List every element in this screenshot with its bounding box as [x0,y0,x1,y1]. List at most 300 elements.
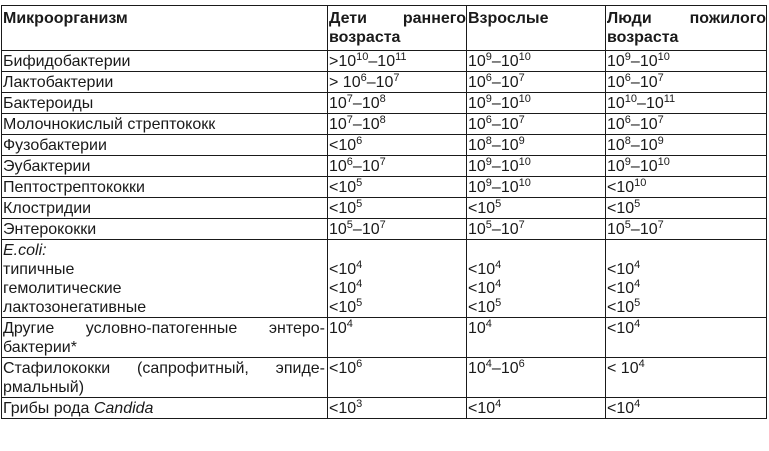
cell-elderly [606,398,767,419]
value-exponent: 7 [657,72,664,84]
value-exponent: 6 [356,135,363,147]
cell-adults [467,93,606,114]
value-base: 10 [639,137,658,154]
value-exponent: 7 [518,219,525,231]
value-exponent: 10 [518,156,531,168]
value-base: 10 [639,221,658,238]
cell-microorganism: Лактобактерии [2,72,328,93]
table-row [2,51,767,72]
value-exponent: 10 [624,93,638,105]
value-exponent: 7 [518,72,525,84]
value-exponent: 6 [360,72,367,84]
ecoli-subtype: лактозонегативные [3,299,147,316]
value-prefix: < [468,280,478,297]
value-adults [468,53,531,70]
value-base: 10 [616,299,635,316]
value-prefix: < [329,261,339,278]
value-adults [468,179,531,196]
value-base: 10 [338,53,357,70]
value-children [329,320,353,337]
header-children: Дети раннего возраста [328,6,467,51]
value-exponent: 10 [634,177,647,189]
value-exponent: 7 [346,93,353,105]
ecoli-value-line [468,279,605,298]
table-row [2,398,767,419]
value-exponent: 10 [518,51,531,63]
value-exponent: 10 [518,93,531,105]
ecoli-value-line [607,260,766,279]
value-base: 10 [477,299,496,316]
cell-elderly [606,358,767,398]
spacer [468,241,605,260]
value-prefix: < [468,400,478,417]
value-base: 10 [500,53,519,70]
cell-children [328,93,467,114]
value-exponent: 11 [663,93,676,105]
value-base: 10 [607,95,625,112]
value-exponent: 5 [356,297,363,309]
value-prefix: < [329,299,339,316]
value-base: 10 [361,116,380,133]
cell-microorganism: Фузобактерии [2,135,328,156]
value-base: 10 [329,158,347,175]
value-exponent: 4 [356,278,363,290]
cell-elderly [606,177,767,198]
value-children [329,95,386,112]
header-adults: Взрослые [467,6,606,51]
cell-children [328,114,467,135]
value-children [329,200,362,217]
cell-adults [467,114,606,135]
value [607,299,640,316]
ecoli-title: E.coli: [3,242,47,259]
value-base: 10 [342,74,361,91]
value-prefix: < [607,320,617,337]
value-separator: – [630,221,640,238]
value [468,280,501,297]
value-base: 10 [468,221,486,238]
value-exponent: 9 [485,177,492,189]
table-row [2,156,767,177]
value-separator: – [491,74,501,91]
value-elderly [607,200,640,217]
value-prefix: < [329,400,339,417]
cell-children [328,198,467,219]
value-separator: – [630,158,640,175]
value-base: 10 [607,74,625,91]
value-separator: – [352,116,362,133]
value-base: 10 [607,116,625,133]
value-elderly [607,400,640,417]
value-exponent: 11 [395,51,407,63]
value-base: 10 [616,200,635,217]
table-row [2,318,767,358]
header-elderly: Люди пожилого возраста [606,6,767,51]
value-elderly [607,320,640,337]
table-body [2,51,767,419]
value-base: 10 [500,137,519,154]
cell-microorganism: Другие условно-патогенные энтеробактерии* [2,318,328,358]
cell-adults [467,177,606,198]
table-row [2,72,767,93]
cell-elderly [606,51,767,72]
value-exponent: 6 [356,358,363,370]
value-separator: – [368,53,378,70]
value-base: 10 [329,221,347,238]
value-base: 10 [500,179,519,196]
cell-microorganism: Эубактерии [2,156,328,177]
value-exponent: 7 [657,114,664,126]
cell-adults [467,51,606,72]
value-children [329,158,386,175]
value-separator: – [366,74,376,91]
value-base: 10 [329,320,347,337]
value-prefix: < [329,200,339,217]
cell-children [328,318,467,358]
value-prefix: < [607,299,617,316]
value-base: 10 [639,158,658,175]
value-prefix: < [468,200,478,217]
cell-adults [467,72,606,93]
value-base: 10 [468,95,486,112]
value-base: 10 [500,74,519,91]
value-base: 10 [477,280,496,297]
value-children [329,116,386,133]
value-elderly [607,95,675,112]
cell-microorganism: Стафилококки (сапрофитный, эпидермальный) [2,358,328,398]
value-exponent: 6 [518,358,525,370]
cell-children [328,398,467,419]
value-exponent: 10 [657,156,670,168]
value-exponent: 4 [485,358,492,370]
value-exponent: 9 [485,156,492,168]
value-children [329,74,400,91]
value-exponent: 4 [638,358,645,370]
value-base: 10 [468,74,486,91]
value-exponent: 7 [518,114,525,126]
value-prefix: < [607,280,617,297]
value-exponent: 9 [624,156,631,168]
value-prefix: > [329,53,339,70]
value-exponent: 9 [657,135,664,147]
cell-adults [467,135,606,156]
cell-elderly [606,135,767,156]
table-row [2,93,767,114]
cell-children [328,358,467,398]
ecoli-value-line [607,279,766,298]
value-exponent: 6 [485,114,492,126]
value-exponent: 9 [518,135,525,147]
value-exponent: 9 [485,51,492,63]
cell-elderly [606,72,767,93]
value-adults [468,95,531,112]
value-exponent: 7 [379,219,386,231]
value-exponent: 7 [657,219,664,231]
value-exponent: 4 [634,259,641,271]
value-elderly [607,53,670,70]
cell-elderly [606,240,767,318]
cell-children [328,177,467,198]
cell-adults [467,358,606,398]
value-exponent: 6 [624,114,631,126]
table-row-ecoli [2,240,767,318]
value-children [329,400,362,417]
cell-adults [467,219,606,240]
value-separator: – [352,221,362,238]
cell-children [328,240,467,318]
ecoli-value-line [329,298,466,317]
value-base: 10 [468,320,486,337]
value-exponent: 6 [624,72,631,84]
value-prefix: < [468,261,478,278]
cell-microorganism [2,398,328,419]
value-exponent: 4 [634,318,641,330]
value-separator: – [637,95,646,112]
value-exponent: 8 [379,93,386,105]
value [468,261,501,278]
value-base: 10 [500,221,519,238]
value-base: 10 [338,360,357,377]
value-exponent: 5 [634,297,641,309]
value-elderly [607,158,670,175]
value-base: 10 [616,261,635,278]
value-prefix: < [607,179,617,196]
value-exponent: 10 [356,51,369,63]
value-exponent: 5 [485,219,492,231]
cell-microorganism: Бифидобактерии [2,51,328,72]
value-adults [468,221,525,238]
table-row [2,198,767,219]
value-prefix: < [329,179,339,196]
value [607,261,640,278]
ecoli-value-line [468,260,605,279]
cell-elderly [606,93,767,114]
value-adults [468,400,501,417]
cell-microorganism: Энтерококки [2,219,328,240]
value-prefix: < [607,200,617,217]
ecoli-value-line [468,298,605,317]
value-exponent: 3 [356,398,363,410]
value-separator: – [491,53,501,70]
value-exponent: 10 [657,51,670,63]
value-exponent: 5 [346,219,353,231]
value-exponent: 5 [624,219,631,231]
value-separator: – [491,179,501,196]
value-separator: – [491,137,501,154]
cell-children [328,51,467,72]
value-base: 10 [500,360,519,377]
value-exponent: 4 [356,259,363,271]
value-base: 10 [361,221,380,238]
value-base: 10 [639,53,658,70]
value-exponent: 8 [379,114,386,126]
value-exponent: 5 [495,198,502,210]
value-exponent: 4 [495,398,502,410]
value-exponent: 10 [518,177,531,189]
value-base: 10 [468,179,486,196]
value-elderly [607,179,646,196]
value-base: 10 [616,179,635,196]
value-base: 10 [607,221,625,238]
value-base: 10 [361,95,380,112]
ecoli-value-line [607,298,766,317]
value-exponent: 4 [346,318,353,330]
value [607,280,640,297]
cell-elderly [606,156,767,177]
cell-children [328,219,467,240]
value-exponent: 7 [346,114,353,126]
value-exponent: 9 [485,93,492,105]
cell-elderly [606,198,767,219]
value-prefix: < [329,280,339,297]
value-prefix: < [607,400,617,417]
cell-microorganism: Бактероиды [2,93,328,114]
value-prefix: < [468,299,478,316]
value-adults [468,158,531,175]
value-separator: – [352,95,362,112]
value-exponent: 6 [485,72,492,84]
value-base: 10 [338,261,357,278]
cell-adults [467,318,606,358]
value-elderly [607,116,664,133]
ecoli-subtype: типичные [3,261,75,278]
value-adults [468,320,492,337]
value-base: 10 [616,320,635,337]
value-base: 10 [468,116,486,133]
cell-adults [467,198,606,219]
cell-children [328,135,467,156]
value-base: 10 [361,158,380,175]
value-base: 10 [338,299,357,316]
cell-microorganism: Молочнокислый стрептококк [2,114,328,135]
name-prefix: Грибы рода [3,400,94,417]
value-separator: – [491,221,501,238]
header-microorganism: Микроорганизм [2,6,328,51]
value [329,280,362,297]
cell-elderly [606,318,767,358]
value-exponent: 4 [634,278,641,290]
table-row [2,135,767,156]
value-base: 10 [329,95,347,112]
value [329,299,362,316]
value-children [329,137,362,154]
cell-adults [467,240,606,318]
value-base: 10 [616,400,635,417]
value-separator: – [630,53,640,70]
value-prefix: > [329,74,343,91]
table-row [2,219,767,240]
value-children [329,179,362,196]
value-children [329,53,407,70]
value-base: 10 [477,400,496,417]
value-prefix: < [607,261,617,278]
value-separator: – [630,137,640,154]
value-base: 10 [338,137,357,154]
value-exponent: 4 [485,318,492,330]
value-exponent: 4 [634,398,641,410]
value-elderly [607,74,664,91]
value-elderly [607,137,664,154]
cell-microorganism [2,240,328,318]
value-base: 10 [620,360,639,377]
value-adults [468,116,525,133]
value-exponent: 7 [379,156,386,168]
table-header-row [2,6,767,51]
spacer [329,241,466,260]
value-base: 10 [468,53,486,70]
value-base: 10 [639,74,658,91]
value-base: 10 [338,280,357,297]
cell-adults [467,398,606,419]
value-exponent: 5 [356,177,363,189]
value-base: 10 [639,116,658,133]
cell-microorganism: Пептострептококки [2,177,328,198]
cell-children [328,72,467,93]
value-base: 10 [338,200,357,217]
value [468,299,501,316]
value-adults [468,74,525,91]
cell-elderly [606,219,767,240]
value [329,261,362,278]
value-separator: – [352,158,362,175]
value-base: 10 [338,179,357,196]
value-exponent: 7 [393,72,400,84]
ecoli-value-line [329,279,466,298]
value-prefix: < [607,360,621,377]
value-base: 10 [377,53,396,70]
value-separator: – [491,158,501,175]
value-adults [468,200,501,217]
value-children [329,221,386,238]
value-exponent: 4 [495,278,502,290]
value-base: 10 [607,137,625,154]
cell-children [328,156,467,177]
value-base: 10 [645,95,664,112]
value-adults [468,360,525,377]
value-base: 10 [375,74,394,91]
value-base: 10 [468,137,486,154]
value-exponent: 6 [346,156,353,168]
value-separator: – [491,360,501,377]
value-base: 10 [468,158,486,175]
value-prefix: < [329,137,339,154]
value-exponent: 5 [356,198,363,210]
value-base: 10 [329,116,347,133]
spacer [607,241,766,260]
microflora-table [1,5,767,419]
value-separator: – [630,74,640,91]
cell-microorganism: Клостридии [2,198,328,219]
value-children [329,360,362,377]
value-exponent: 8 [485,135,492,147]
value-base: 10 [338,400,357,417]
value-separator: – [630,116,640,133]
value-elderly [607,360,645,377]
value-exponent: 5 [634,198,641,210]
ecoli-value-line [329,260,466,279]
value-base: 10 [500,116,519,133]
value-exponent: 4 [495,259,502,271]
value-base: 10 [477,200,496,217]
value-prefix: < [329,360,339,377]
value-base: 10 [468,360,486,377]
value-elderly [607,221,664,238]
value-separator: – [491,95,501,112]
value-exponent: 9 [624,51,631,63]
ecoli-subtype: гемолитические [3,280,122,297]
value-base: 10 [607,53,625,70]
table-row [2,114,767,135]
